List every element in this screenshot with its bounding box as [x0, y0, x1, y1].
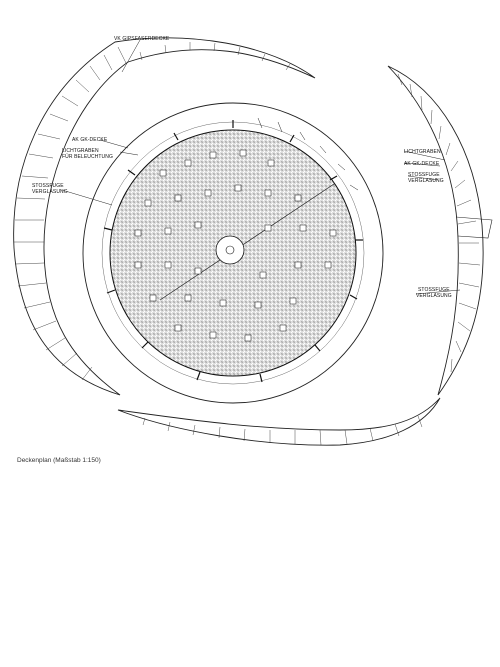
- outer-spiral-right: [388, 66, 492, 395]
- label-lichtgraben-left: LICHTGRABEN: [62, 148, 99, 154]
- label-vk-gipsfaserdecke: VK GIPSFASERDECKE: [114, 36, 170, 42]
- label-fuer-beleuchtung: FÜR BELEUCHTUNG: [62, 154, 113, 160]
- label-stossfuge-lower: STOSSFUGE: [418, 287, 450, 293]
- label-verglasung-left: VERGLASUNG: [32, 189, 68, 195]
- outer-spiral-bottom: [118, 398, 440, 445]
- label-verglasung-lower: VERGLASUNG: [416, 293, 452, 299]
- drawing-caption: Deckenplan (Maßstab 1:150): [17, 457, 101, 464]
- label-ak-gk-decke-left: AK GK-DECKE: [72, 137, 108, 143]
- label-stossfuge-right: STOSSFUGE: [408, 172, 440, 178]
- mesh-disc: [104, 120, 363, 382]
- label-ak-gk-decke-right: AK GK-DECKE: [404, 161, 440, 167]
- label-lichtgraben-right: LICHTGRABEN: [404, 149, 441, 155]
- label-verglasung-right: VERGLASUNG: [408, 178, 444, 184]
- label-stossfuge-left: STOSSFUGE: [32, 183, 64, 189]
